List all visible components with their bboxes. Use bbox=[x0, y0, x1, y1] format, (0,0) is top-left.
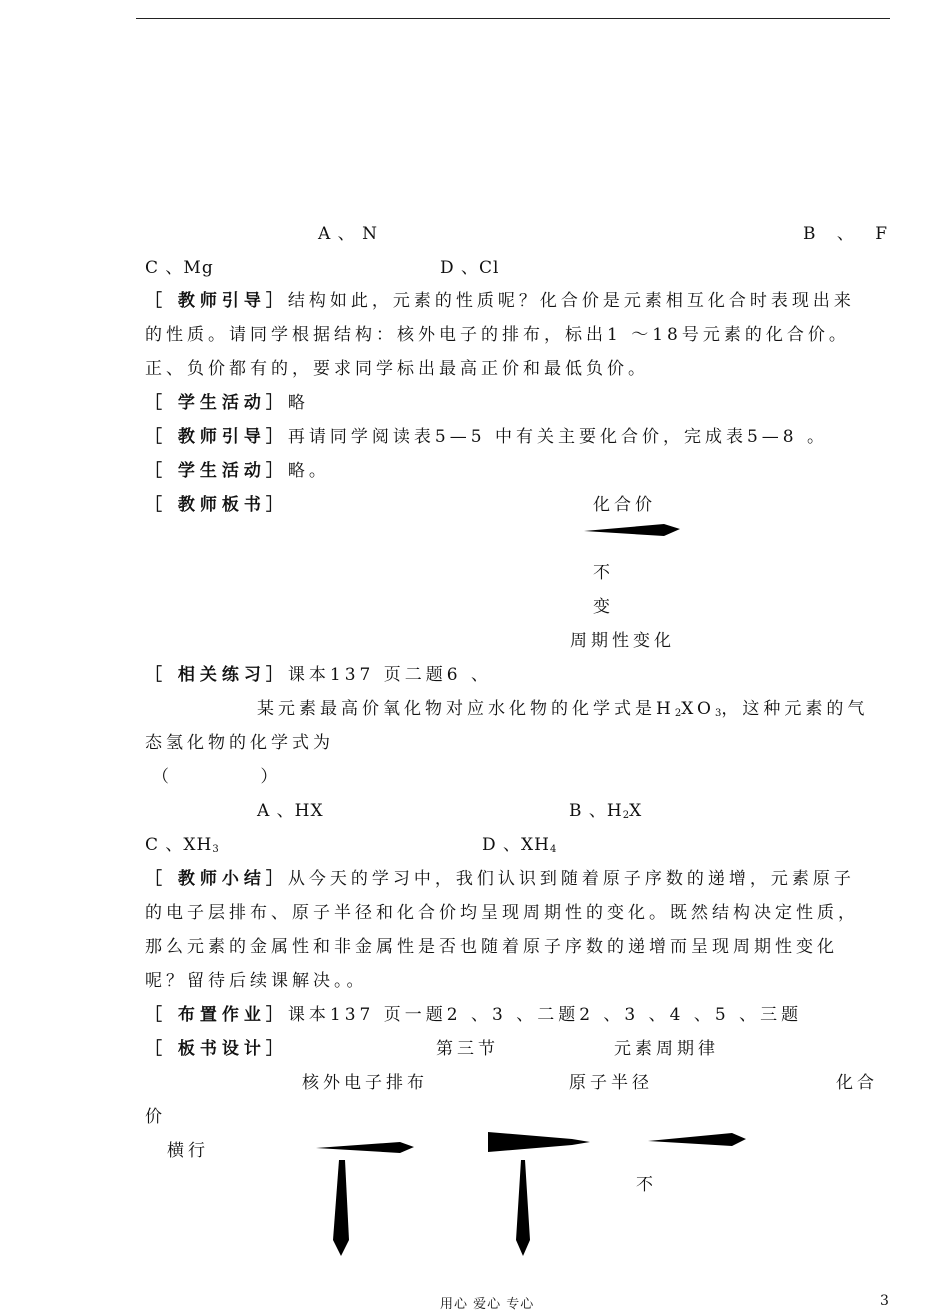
answer-blank: （ ） bbox=[152, 767, 282, 787]
board-right-arrow-icon bbox=[582, 518, 682, 540]
design-col-atomic-radius: 原子半径 bbox=[569, 1073, 653, 1093]
guide1-line2: 的性质。请同学根据结构：核外电子的排布，标出1 ～18号元素的化合价。 bbox=[145, 325, 850, 345]
practice-option-b bbox=[569, 801, 642, 826]
design-section: 第三节 bbox=[436, 1039, 499, 1059]
summary-line2: 的电子层排布、原子半径和化合价均呈现周期性的变化。既然结构决定性质， bbox=[145, 903, 859, 923]
practice-option-d bbox=[482, 835, 556, 860]
header-rule bbox=[136, 18, 890, 19]
summary-line4: 呢？留待后续课解决。。 bbox=[145, 971, 368, 991]
summary-paragraph bbox=[145, 869, 855, 889]
guide1-label: ［ 教师引导］ bbox=[145, 291, 288, 311]
option-b: B 、 F bbox=[803, 224, 889, 244]
activity1-label: ［ 学生活动］ bbox=[145, 393, 288, 413]
board-word-valence: 化合价 bbox=[593, 495, 656, 515]
practice-question-line1 bbox=[257, 699, 868, 724]
design-arrow-right-3-icon bbox=[646, 1128, 748, 1152]
practice-option-c bbox=[145, 835, 219, 860]
guide1-line3: 正、负价都有的，要求同学标出最高正价和最低负价。 bbox=[145, 359, 649, 379]
design-unchanged: 不 bbox=[636, 1175, 657, 1195]
design-title: 元素周期律 bbox=[614, 1039, 719, 1059]
question-text-start: 某元素最高价氧化物对应水化物的化学式是H bbox=[257, 699, 675, 719]
formula-part: XO bbox=[681, 699, 715, 719]
homework-text: 课本137 页一题2 、3 、二题2 、3 、4 、5 、三题 bbox=[287, 1005, 803, 1025]
practice-line bbox=[145, 665, 492, 685]
board-word-change: 变 bbox=[593, 597, 614, 617]
subscript: 3 bbox=[714, 708, 722, 719]
summary-label: ［ 教师小结］ bbox=[145, 869, 288, 889]
board-word-not: 不 bbox=[593, 563, 614, 583]
board-word-periodic-change: 周期性变化 bbox=[570, 631, 675, 651]
page-number: 3 bbox=[880, 1293, 889, 1309]
option-c: C 、Mg bbox=[145, 258, 214, 278]
design-label: ［ 板书设计］ bbox=[145, 1039, 288, 1059]
design-row-label: 横行 bbox=[167, 1141, 209, 1161]
practice-label: ［ 相关练习］ bbox=[145, 665, 288, 685]
guide2-label: ［ 教师引导］ bbox=[145, 427, 288, 447]
activity2-line bbox=[145, 461, 330, 481]
activity2-label: ［ 学生活动］ bbox=[145, 461, 288, 481]
subscript: 4 bbox=[549, 844, 557, 855]
footer-motto: 用心 爱心 专心 bbox=[440, 1297, 535, 1312]
board-label: ［ 教师板书］ bbox=[145, 495, 288, 515]
summary-line3: 那么元素的金属性和非金属性是否也随着原子序数的递增而呈现周期性变化 bbox=[145, 937, 838, 957]
option-b-text: B 、H bbox=[569, 801, 623, 821]
homework-line bbox=[145, 1005, 802, 1025]
design-arrow-right-2-icon bbox=[486, 1128, 592, 1158]
design-arrow-down-1-icon bbox=[330, 1158, 352, 1258]
activity1-line bbox=[145, 393, 309, 413]
design-col-valence-b: 价 bbox=[145, 1107, 166, 1127]
guide2-line bbox=[145, 427, 828, 447]
homework-label: ［ 布置作业］ bbox=[145, 1005, 288, 1025]
design-arrow-down-2-icon bbox=[512, 1158, 534, 1258]
practice-option-a: A 、HX bbox=[257, 801, 324, 821]
option-c-text: C 、XH bbox=[145, 835, 213, 855]
question-text-end: ，这种元素的气 bbox=[721, 699, 869, 719]
design-col-electron-config: 核外电子排布 bbox=[302, 1073, 428, 1093]
practice-question-line2: 态氢化物的化学式为 bbox=[145, 733, 334, 753]
option-a: A 、 N bbox=[318, 224, 378, 244]
guide1-paragraph bbox=[145, 291, 855, 311]
design-arrow-right-1-icon bbox=[314, 1135, 416, 1159]
practice-ref: 课本137 页二题6 、 bbox=[287, 665, 492, 685]
option-d: D 、Cl bbox=[440, 258, 500, 278]
summary-line1: 从今天的学习中，我们认识到随着原子序数的递增，元素原子 bbox=[287, 869, 855, 889]
subscript: 2 bbox=[622, 810, 630, 821]
option-b-text-end: X bbox=[629, 801, 643, 821]
subscript: 3 bbox=[212, 844, 219, 855]
option-d-text: D 、XH bbox=[482, 835, 550, 855]
design-col-valence-a: 化合 bbox=[836, 1073, 878, 1093]
activity1-text: 略 bbox=[287, 393, 309, 413]
activity2-text: 略。 bbox=[287, 461, 330, 481]
subscript: 2 bbox=[674, 708, 682, 719]
guide1-line1: 结构如此，元素的性质呢？化合价是元素相互化合时表现出来 bbox=[287, 291, 855, 311]
guide2-text: 再请同学阅读表5—5 中有关主要化合价，完成表5—8 。 bbox=[287, 427, 828, 447]
